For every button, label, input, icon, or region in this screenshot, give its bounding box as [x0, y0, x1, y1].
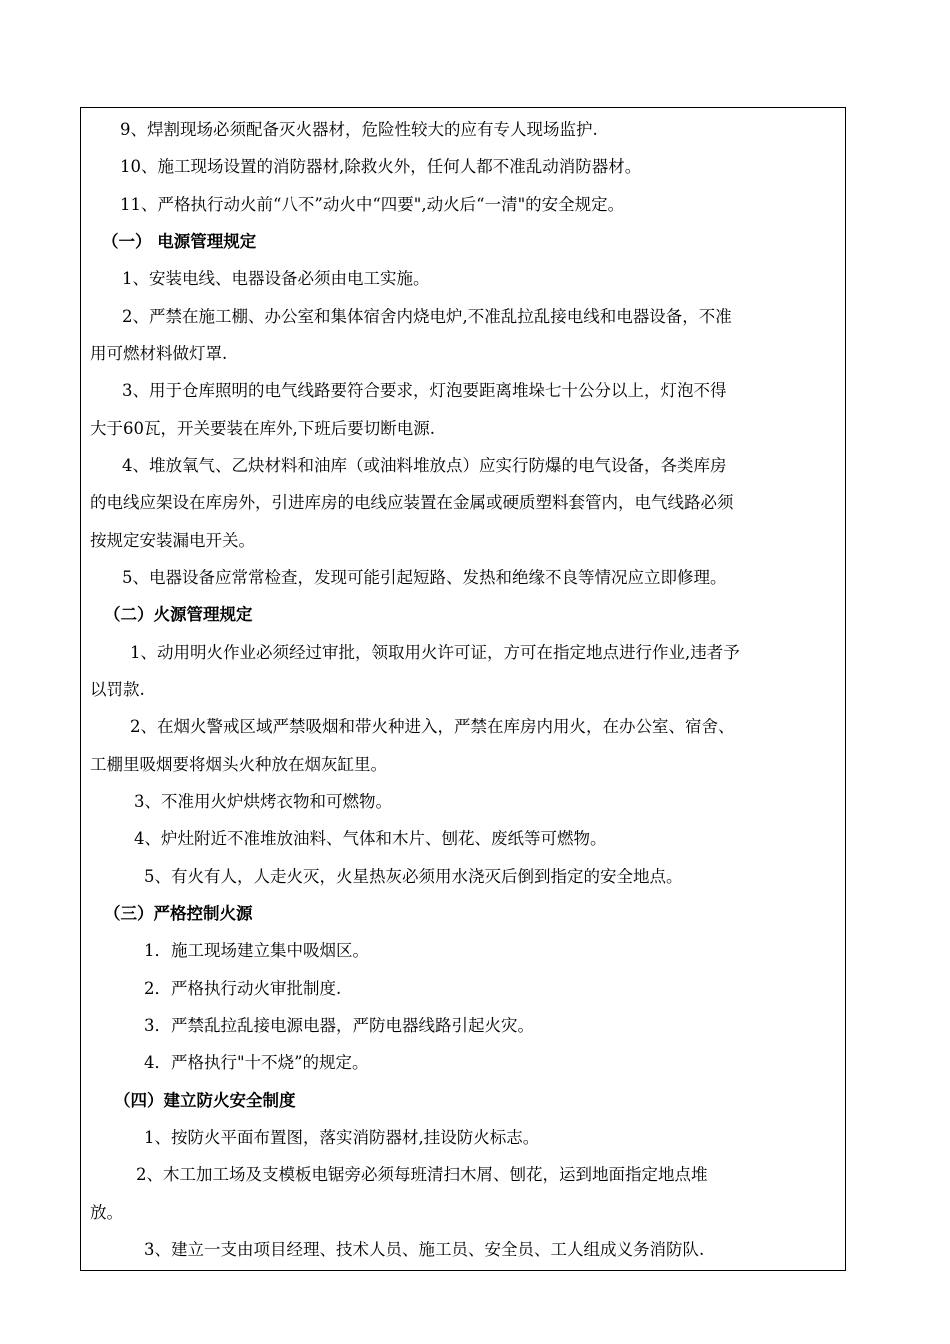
fire-item-1-cont: 以罚款. [90, 680, 145, 699]
power-item-4: 4、堆放氧气、乙炔材料和油库（或油料堆放点）应实行防爆的电气设备，各类库房 [122, 456, 727, 475]
power-item-1: 1、安装电线、电器设备必须由电工实施。 [122, 269, 430, 288]
power-item-4-cont1: 的电线应架设在库房外，引进库房的电线应装置在金属或硬质塑料套管内，电气线路必须 [90, 493, 734, 512]
safety-item-1: 1、按防火平面布置图，落实消防器材,挂设防火标志。 [144, 1128, 540, 1147]
power-item-5: 5、电器设备应常常检查，发现可能引起短路、发热和绝缘不良等情况应立即修理。 [122, 568, 727, 587]
section-heading-control: （三）严格控制火源 [104, 904, 253, 923]
power-item-3: 3、用于仓库照明的电气线路要符合要求，灯泡要距离堆垛七十公分以上，灯泡不得 [122, 381, 727, 400]
fire-item-5: 5、有火有人，人走火灭，火星热灰必须用水浇灭后倒到指定的安全地点。 [144, 867, 683, 886]
control-item-3: 3．严禁乱拉乱接电源电器，严防电器线路引起火灾。 [144, 1016, 534, 1035]
safety-item-3: 3、建立一支由项目经理、技术人员、施工员、安全员、工人组成义务消防队. [144, 1240, 705, 1259]
control-item-2: 2．严格执行动火审批制度. [144, 979, 342, 998]
safety-item-2-cont: 放。 [90, 1203, 123, 1222]
fire-item-2-cont: 工棚里吸烟要将烟头火种放在烟灰缸里。 [90, 755, 387, 774]
power-item-4-cont2: 按规定安装漏电开关。 [90, 531, 255, 550]
section-heading-fire-source: （二）火源管理规定 [104, 605, 253, 624]
safety-item-2: 2、木工加工场及支模板电锯旁必须每班清扫木屑、刨花，运到地面指定地点堆 [136, 1165, 708, 1184]
control-item-4: 4．严格执行"十不烧”的规定。 [144, 1053, 369, 1072]
power-item-3-cont: 大于60瓦，开关要装在库外,下班后要切断电源. [90, 419, 435, 438]
item-11: 11、严格执行动火前“八不”动火中“四要",动火后“一清"的安全规定。 [120, 195, 625, 214]
item-9: 9、焊割现场必须配备灭火器材，危险性较大的应有专人现场监护. [120, 120, 598, 139]
power-item-2: 2、严禁在施工棚、办公室和集体宿舍内烧电炉,不准乱拉乱接电线和电器设备，不准 [122, 307, 732, 326]
power-item-2-cont: 用可燃材料做灯罩. [90, 344, 228, 363]
fire-item-3: 3、不准用火炉烘烤衣物和可燃物。 [134, 792, 392, 811]
section-heading-safety-system: （四）建立防火安全制度 [114, 1091, 296, 1110]
section-heading-power: （一） 电源管理规定 [102, 232, 257, 251]
fire-item-2: 2、在烟火警戒区域严禁吸烟和带火种进入，严禁在库房内用火，在办公室、宿舍、 [130, 717, 735, 736]
fire-item-1: 1、动用明火作业必须经过审批，领取用火许可证，方可在指定地点进行作业,违者予 [130, 643, 740, 662]
control-item-1: 1．施工现场建立集中吸烟区。 [144, 941, 369, 960]
item-10: 10、施工现场设置的消防器材,除救火外，任何人都不准乱动消防器材。 [120, 157, 642, 176]
fire-item-4: 4、炉灶附近不准堆放油料、气体和木片、刨花、废纸等可燃物。 [134, 829, 607, 848]
